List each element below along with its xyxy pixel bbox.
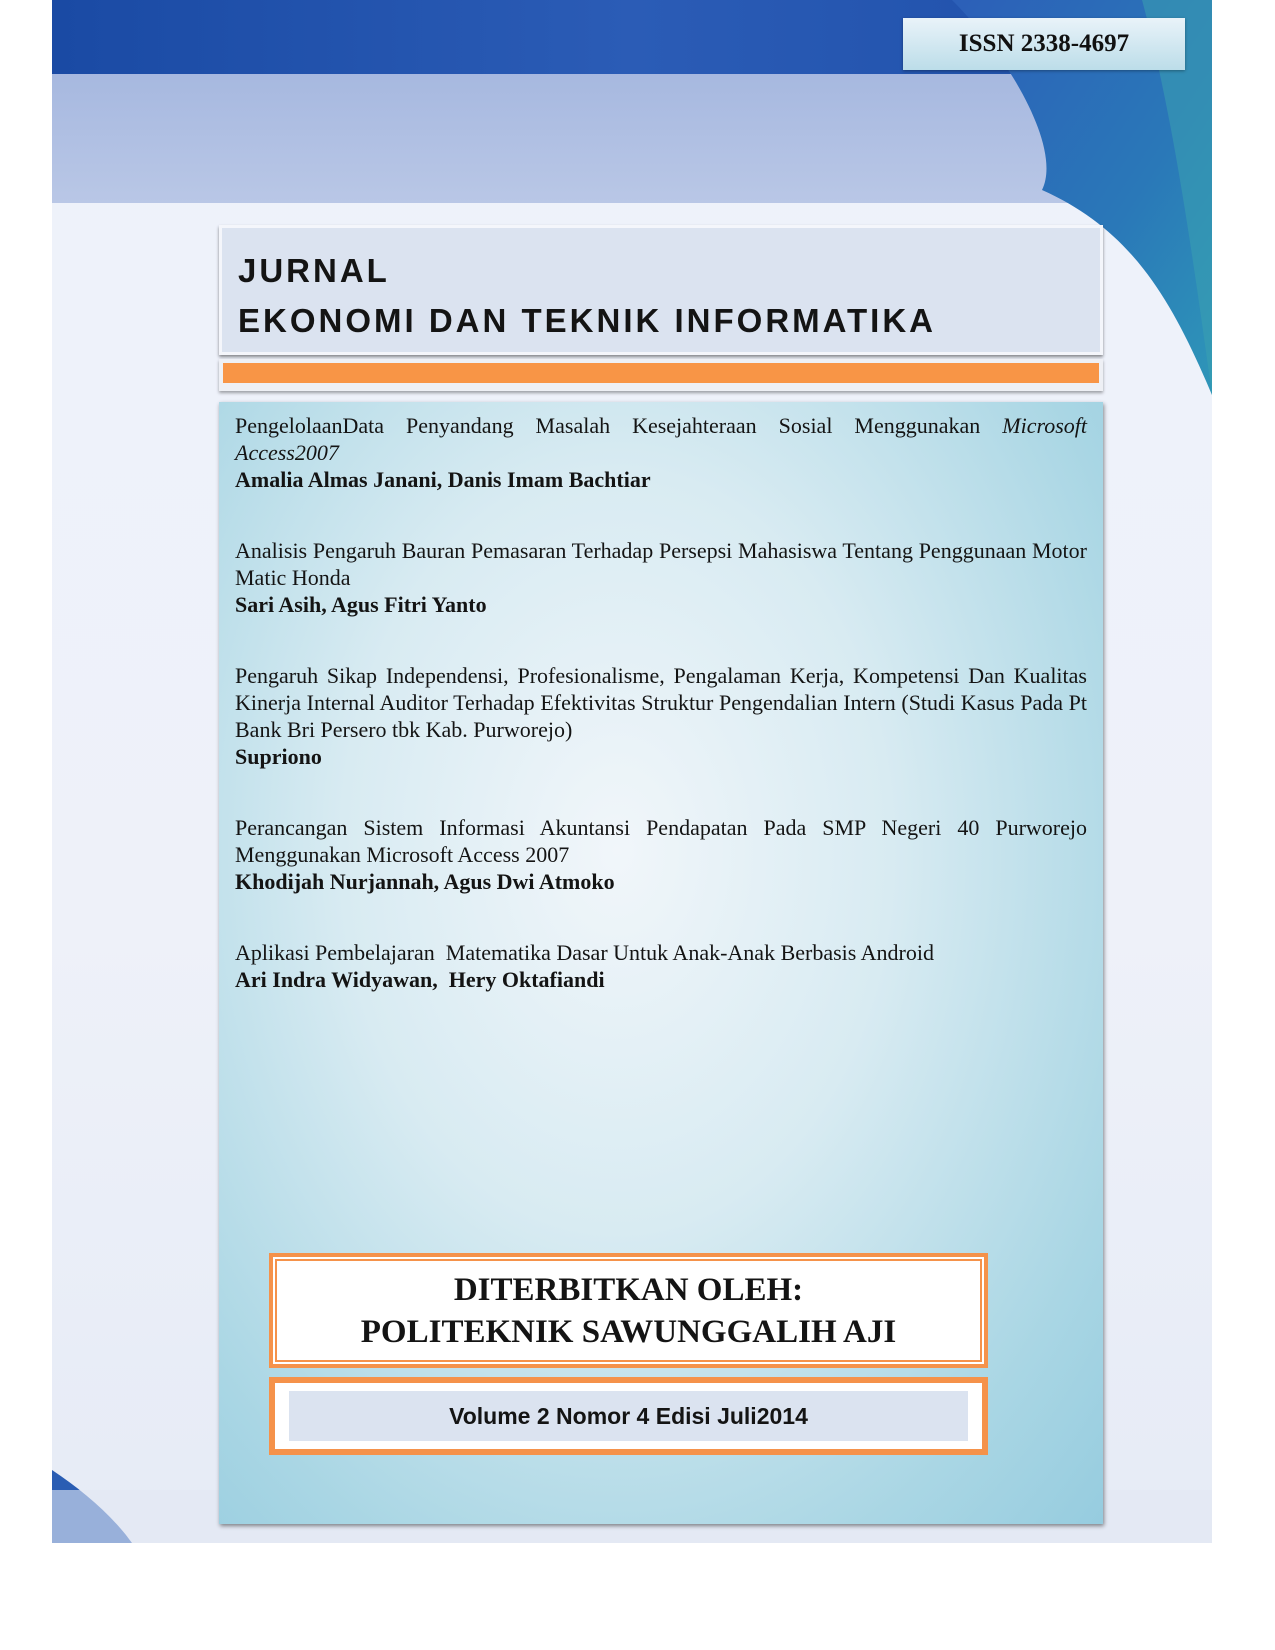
publisher-box-inner: [275, 1259, 982, 1362]
volume-box-inner: [275, 1383, 982, 1449]
journal-title-line-2: EKONOMI DAN TEKNIK INFORMATIKA: [238, 302, 937, 339]
journal-title-line-1: JURNAL: [238, 252, 390, 289]
volume-label: Volume 2 Nomor 4 Edisi Juli2014: [289, 1391, 968, 1441]
publisher-line-1: DITERBITKAN OLEH:: [453, 1271, 804, 1308]
article-entry-3: [235, 662, 1087, 770]
article-title-italic: Microsoft Access2007: [235, 413, 1088, 465]
article-title: Analisis Pengaruh Bauran Pemasaran Terhadap Persepsi Mahasiswa Tentang Penggunaan Motor Matic Honda: [235, 538, 1087, 590]
journal-title-box: [219, 225, 1103, 355]
publisher-box: [269, 1253, 988, 1368]
article-authors: Sari Asih, Agus Fitri Yanto: [235, 592, 487, 617]
article-title: PengelolaanData Penyandang Masalah Kesejahteraan Sosial Menggunakan Microsoft Access2007: [235, 413, 1088, 465]
article-entry-5: [235, 939, 1087, 993]
orange-divider-bar: [219, 359, 1103, 391]
publisher-line-2: POLITEKNIK SAWUNGGALIH AJI: [360, 1313, 897, 1350]
contents-panel: [219, 402, 1103, 1524]
article-title: Perancangan Sistem Informasi Akuntansi Pendapatan Pada SMP Negeri 40 Purworejo Menggunakan Microsoft Access 2007: [235, 815, 1087, 867]
orange-divider-fill: [223, 363, 1099, 383]
article-entry-4: [235, 814, 1087, 895]
article-entry-2: [235, 537, 1087, 618]
article-authors: Ari Indra Widyawan, Hery Oktafiandi: [235, 967, 605, 992]
article-title: Pengaruh Sikap Independensi, Profesionalisme, Pengalaman Kerja, Kompetensi Dan Kualitas Kinerja Internal Auditor Terhadap Efektivitas Struktur Pengendalian Intern (Studi Kasus Pada Pt Bank Bri Persero tbk Kab. Purworejo): [235, 663, 1087, 742]
article-entry-1: [235, 412, 1087, 493]
article-authors: Amalia Almas Janani, Danis Imam Bachtiar: [235, 467, 651, 492]
issn-label: ISSN 2338-4697: [903, 18, 1185, 70]
article-authors: Khodijah Nurjannah, Agus Dwi Atmoko: [235, 869, 615, 894]
article-authors: Supriono: [235, 744, 322, 769]
volume-box: [269, 1377, 988, 1455]
article-title: Aplikasi Pembelajaran Matematika Dasar Untuk Anak-Anak Berbasis Android: [235, 940, 934, 965]
